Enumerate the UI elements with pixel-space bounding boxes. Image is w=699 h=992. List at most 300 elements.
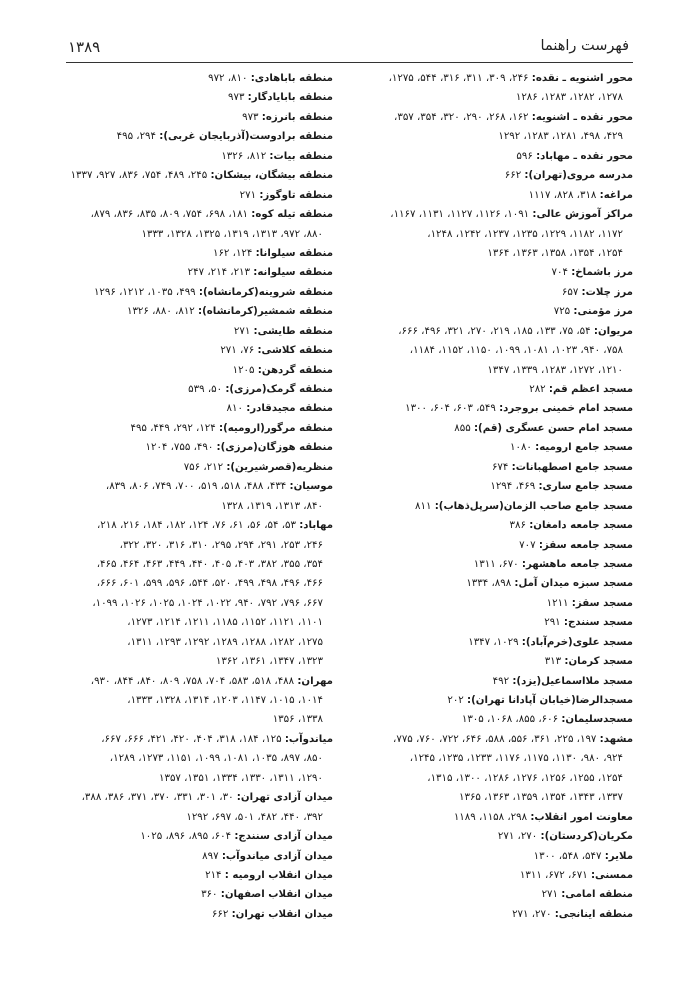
index-entry-pages: ۳۰، ۳۰۱، ۳۳۱، ۳۷۰، ۳۷۱، ۳۸۶، ۳۸۸، — [81, 792, 237, 804]
index-entry-pages: ۸۹۷ — [202, 850, 222, 862]
index-entry-line — [31, 516, 333, 535]
index-entry-pages: ۱۰۹۱، ۱۱۲۶، ۱۱۲۷، ۱۱۳۱، ۱۱۶۷، — [390, 209, 533, 221]
index-entry-line — [31, 847, 333, 866]
index-entry-line — [331, 263, 633, 282]
index-entry-line — [31, 419, 333, 438]
index-entry-term: منطقه برادوست(آذربایجان غربی): — [159, 131, 333, 143]
index-entry-pages: ۲۱۳، ۲۱۴، ۲۴۷ — [187, 267, 254, 279]
index-entry — [331, 730, 633, 808]
index-entry-term: مسجد جامعه سقز: — [538, 539, 633, 551]
index-entry-pages: ۱۲۹۰، ۱۳۱۱، ۱۳۳۰، ۱۳۳۴، ۱۳۵۱، ۱۳۵۷ — [159, 772, 323, 784]
index-entry-pages: ۲۱۲، ۷۵۶ — [183, 461, 227, 473]
index-entry-line — [331, 710, 633, 729]
index-entry — [331, 419, 633, 438]
index-entry-pages: ۳۶۰ — [201, 889, 221, 901]
index-entry — [31, 847, 333, 866]
index-entry — [31, 147, 333, 166]
index-entry-line — [31, 885, 333, 904]
index-entry — [331, 574, 633, 593]
index-entry-term: محور اشنویه ـ نقده: — [531, 73, 633, 84]
header-rule — [66, 62, 633, 63]
index-entry-term: میدان انقلاب تهران: — [231, 908, 333, 920]
index-entry — [331, 847, 633, 866]
index-entry-line — [31, 788, 333, 807]
index-entry-line — [331, 166, 633, 185]
index-entry-pages: ۱۲۱۰، ۱۲۷۲، ۱۲۸۳، ۱۳۳۹، ۱۳۴۷ — [487, 364, 623, 376]
index-entry-continuation — [331, 225, 633, 244]
index-entry-term: منطقه بابایادگار: — [247, 92, 333, 104]
index-entry-term: مراغه: — [599, 189, 633, 201]
index-entry-term: مسجد سبزه میدان آمل: — [514, 578, 633, 590]
index-entry-term: مهاباد: — [299, 520, 333, 532]
index-entry-pages: ۴۶۹، ۱۲۹۴ — [490, 481, 539, 493]
index-entry — [31, 380, 333, 399]
index-entry-pages: ۲۷۱ — [233, 325, 254, 337]
index-entry-term: مرز باشماخ: — [571, 267, 633, 279]
index-entry-continuation — [31, 555, 333, 574]
index-entry-pages: ۱۹۷، ۲۲۵، ۳۶۱، ۵۵۶، ۵۸۸، ۶۴۶، ۷۲۲، ۷۶۰، ۷۷۵، — [393, 733, 600, 745]
index-entry-pages: ۱۰۲۹، ۱۳۴۷ — [468, 636, 522, 648]
index-entry-continuation — [31, 225, 333, 244]
index-entry-pages: ۲۹۴، ۴۹۵ — [116, 131, 160, 143]
index-entry-continuation — [331, 361, 633, 380]
index-entry-pages: ۸۵۵ — [454, 422, 474, 434]
index-entry-pages: ۸۹۸، ۱۳۳۴ — [466, 578, 515, 590]
index-entry-term: منطقه گرمک(مرزی): — [225, 384, 333, 395]
index-entry-line — [331, 613, 633, 632]
index-entry-pages: ۱۲۰۵ — [232, 364, 258, 376]
index-entry-pages: ۸۱۲، ۱۳۲۶ — [221, 150, 270, 162]
index-entry — [331, 322, 633, 380]
index-entry — [31, 127, 333, 146]
index-entry-pages: ۶۶۲ — [504, 170, 525, 182]
index-entry-pages: ۲۴۶، ۲۵۳، ۲۹۱، ۲۹۴، ۲۹۵، ۳۱۰، ۳۱۶، ۳۲۰، ۳۲۲، — [119, 539, 323, 551]
index-entry-pages: ۵۴، ۷۵، ۱۳۳، ۱۸۵، ۲۱۹، ۲۷۰، ۳۲۱، ۴۹۶، ۶۶۶، — [398, 325, 594, 337]
index-entry-term: موسیان: — [289, 481, 333, 493]
index-entry-term: مسجد ملااسماعیل(یزد): — [512, 675, 633, 687]
index-entry — [31, 438, 333, 457]
index-entry — [31, 866, 333, 885]
index-entry-line — [331, 730, 633, 749]
index-entry — [31, 905, 333, 924]
index-entry — [331, 458, 633, 477]
index-entry — [331, 166, 633, 185]
index-entry-line — [331, 69, 633, 88]
index-entry-pages: ۳۱۳ — [544, 656, 565, 668]
index-entry-term: منطقه هوزگان(مرزی): — [216, 442, 333, 454]
index-entry-term: مسجد جامعه دامغان: — [529, 520, 633, 532]
index-entry-pages: ۴۹۰، ۷۵۵، ۱۲۰۴ — [145, 442, 217, 454]
index-entry — [331, 399, 633, 418]
index-entry — [331, 885, 633, 904]
index-entry-pages: ۶۵۷ — [561, 286, 582, 298]
index-entry-line — [331, 419, 633, 438]
index-entry-term: مسجد کرمان: — [564, 656, 633, 668]
index-entry-line — [31, 263, 333, 282]
index-entry — [31, 788, 333, 827]
index-entry — [331, 905, 633, 924]
index-entry-line — [31, 147, 333, 166]
index-entry-term: معاونت امور انقلاب: — [530, 811, 633, 823]
index-entry-pages: ۷۰۷ — [519, 539, 539, 551]
index-entry-pages: ۷۵۸، ۹۴۰، ۱۰۲۳، ۱۰۸۱، ۱۰۹۹، ۱۱۵۰، ۱۱۵۲، ۱۱۸۴، — [409, 345, 623, 357]
index-entry — [331, 808, 633, 827]
index-entry-line — [31, 672, 333, 691]
index-entry-line — [331, 555, 633, 574]
index-entry-pages: ۱۰۸۰ — [510, 442, 536, 454]
index-entry-term: منطقه باباهادی: — [250, 73, 333, 84]
index-entry — [331, 263, 633, 282]
index-entry — [31, 361, 333, 380]
index-entry-line — [331, 108, 633, 127]
index-entry-pages: ۱۳۲۳، ۱۳۴۷، ۱۳۶۱، ۱۳۶۲ — [215, 656, 323, 668]
index-entry — [31, 730, 333, 788]
index-entry-term: محور نقده ـ اشنویه: — [531, 111, 633, 123]
index-entry-pages: ۱۲۵۴، ۱۳۵۴، ۱۳۵۸، ۱۳۶۳، ۱۳۶۴ — [487, 247, 623, 259]
index-entry — [31, 88, 333, 107]
index-entry — [331, 613, 633, 632]
index-entry — [31, 283, 333, 302]
index-entry-line — [331, 302, 633, 321]
index-column-left — [31, 69, 333, 924]
index-entry-line — [31, 244, 333, 263]
index-entry-term: مکریان(کردستان): — [540, 831, 633, 843]
index-entry-term: منطقه سیلوانا: — [255, 247, 333, 259]
index-entry-pages: ۲۴۵، ۴۸۹، ۷۵۴، ۸۳۶، ۹۲۷، ۱۳۳۷ — [70, 170, 211, 182]
index-entry-term: مسجدسلیمان: — [561, 714, 633, 726]
index-entry — [331, 652, 633, 671]
index-entry-term: میدان آزادی میاندوآب: — [221, 850, 333, 862]
index-entry-line — [331, 380, 633, 399]
index-entry-pages: ۲۰۲ — [447, 695, 468, 706]
index-entry-line — [31, 341, 333, 360]
index-entry-pages: ۱۳۳۸، ۱۳۵۶ — [272, 714, 323, 726]
index-entry-line — [331, 205, 633, 224]
index-entry-line — [31, 108, 333, 127]
index-entry-pages: ۲۷۰، ۲۷۱ — [497, 831, 541, 843]
index-entry — [31, 244, 333, 263]
index-entry-pages: ۴۹۹، ۱۰۳۵، ۱۲۱۲، ۱۲۹۶ — [93, 286, 199, 298]
index-entry-pages: ۵۰، ۵۳۹ — [188, 384, 226, 395]
index-entry — [331, 477, 633, 496]
index-entry-term: مریوان: — [593, 325, 633, 337]
index-entry-line — [331, 516, 633, 535]
index-entry-term: میدان آزادی تهران: — [236, 792, 333, 804]
index-entry-continuation — [331, 127, 633, 146]
index-entry-term: مسجد امام حسن عسگری (قم): — [473, 422, 633, 434]
index-entry — [331, 438, 633, 457]
index-entry-continuation — [31, 574, 333, 593]
index-entry-term: مسجد جامع اصطهبانات: — [511, 461, 633, 473]
index-entry-line — [31, 905, 333, 924]
index-entry-pages: ۲۱۴ — [205, 869, 225, 881]
index-entry-line — [31, 127, 333, 146]
index-entry-term: مدرسه مروی(تهران): — [524, 170, 633, 182]
index-entry — [331, 710, 633, 729]
index-entry-pages: ۸۱۲، ۸۸۰، ۱۳۲۶ — [126, 306, 199, 318]
index-entry-pages: ۶۷۴ — [491, 461, 512, 473]
index-entry-term: منطقه شروینه(کرمانشاه): — [198, 286, 333, 298]
index-entry-pages: ۱۲۷۸، ۱۲۸۲، ۱۲۸۳، ۱۲۸۶ — [515, 92, 623, 104]
index-entry — [331, 69, 633, 108]
index-entry-line — [31, 88, 333, 107]
index-entry-term: مهران: — [297, 675, 333, 687]
index-entry-line — [31, 399, 333, 418]
index-entry — [331, 186, 633, 205]
index-entry-line — [331, 594, 633, 613]
index-entry-pages: ۱۱۰۱، ۱۱۲۱، ۱۱۵۲، ۱۱۸۵، ۱۲۱۱، ۱۲۱۴، ۱۲۷۳، — [127, 617, 323, 629]
index-entry-pages: ۶۰۶، ۸۵۵، ۱۰۶۸، ۱۳۰۵ — [461, 714, 562, 726]
index-entry-term: مسجد جامع صاحب الزمان(سرپل‌ذهاب): — [434, 500, 633, 512]
index-entry-pages: ۵۳، ۵۴، ۵۶، ۶۱، ۷۶، ۱۲۴، ۱۸۲، ۱۸۴، ۲۱۶، ۲۱۸، — [96, 520, 300, 532]
index-entry-pages: ۱۸۱، ۶۹۸، ۷۵۴، ۸۰۹، ۸۳۵، ۸۳۶، ۸۷۹، — [90, 209, 252, 221]
index-entry — [31, 399, 333, 418]
index-entry-pages: ۲۸۲ — [529, 384, 549, 395]
index-entry-line — [331, 574, 633, 593]
index-entry — [31, 477, 333, 516]
index-entry — [331, 302, 633, 321]
index-entry-term: میاندوآب: — [284, 733, 333, 745]
index-entry-term: مسجدالرضا(خیابان آپادانا تهران): — [467, 695, 633, 706]
index-entry-line — [331, 536, 633, 555]
index-entry-line — [31, 380, 333, 399]
index-entry — [331, 691, 633, 710]
index-entry-line — [331, 808, 633, 827]
index-entry-pages: ۴۹۲ — [492, 675, 513, 687]
index-column-right — [331, 69, 633, 924]
index-entry-continuation — [331, 769, 633, 788]
index-entry-term: منطقه بیات: — [269, 150, 333, 162]
index-entry-pages: ۴۳۴، ۴۸۸، ۵۱۸، ۵۱۹، ۷۰۰، ۷۴۹، ۸۰۶، ۸۳۹، — [105, 481, 290, 493]
index-entry-term: منطقه بیشگان، بیشکان: — [210, 170, 333, 182]
index-entry — [331, 866, 633, 885]
index-entry-pages: ۳۸۶ — [509, 520, 530, 532]
index-entry — [31, 458, 333, 477]
index-entry-line — [331, 438, 633, 457]
index-entry — [31, 827, 333, 846]
index-entry-line — [31, 283, 333, 302]
index-entry-continuation — [331, 749, 633, 768]
index-entry-term: منطقه اینانجی: — [554, 908, 633, 920]
index-entry-pages: ۷۶، ۲۷۱ — [220, 345, 258, 357]
index-entry — [31, 341, 333, 360]
index-entry-term: مراکز آموزش عالی: — [532, 209, 633, 221]
index-entry-line — [31, 730, 333, 749]
index-entry-pages: ۷۲۵ — [553, 306, 574, 318]
index-entry-line — [331, 633, 633, 652]
index-entry-term: منطقه تیله کوه: — [251, 209, 333, 221]
index-entry-pages: ۶۶۷، ۷۹۶، ۷۹۲، ۹۴۰، ۱۰۲۲، ۱۰۲۴، ۱۰۲۵، ۱۰۲۶، ۱۰۹۹، — [92, 597, 323, 609]
index-entry-term: مسجد جامع ساری: — [538, 481, 633, 493]
index-entry-pages: ۴۲۹، ۴۹۸، ۱۲۸۱، ۱۲۸۳، ۱۲۹۲ — [498, 131, 623, 143]
index-entry — [31, 263, 333, 282]
index-entry-pages: ۳۵۴، ۳۵۵، ۳۸۲، ۴۰۳، ۴۰۵، ۴۴۰، ۴۴۹، ۴۶۳، ۴۶۴، ۴۶۵، — [96, 558, 323, 570]
index-entry-line — [31, 69, 333, 88]
index-entry-term: منطقه طایشی: — [253, 325, 333, 337]
index-entry-pages: ۲۷۱ — [239, 189, 260, 201]
index-entry-pages: ۵۴۹، ۶۰۳، ۶۰۴، ۱۳۰۰ — [405, 403, 500, 415]
index-entry — [331, 827, 633, 846]
index-entry-term: منطقه امامی: — [561, 889, 633, 901]
index-entry-continuation — [31, 652, 333, 671]
index-entry-pages: ۱۲۵، ۱۸۴، ۳۱۸، ۴۰۴، ۴۲۰، ۴۲۱، ۶۶۶، ۶۶۷، — [101, 733, 285, 745]
index-entry-pages: ۸۵۰، ۸۹۷، ۱۰۳۵، ۱۰۸۱، ۱۰۹۹، ۱۱۵۱، ۱۲۷۳، ۱۲۸۹، — [109, 753, 323, 765]
index-entry-pages: ۶۷۰، ۱۳۱۱ — [473, 558, 522, 570]
index-entry-continuation — [31, 613, 333, 632]
index-entry-term: میدان انقلاب ارومیه : — [224, 869, 333, 881]
index-entry-term: منطقه بانرزه: — [261, 111, 333, 123]
index-entry-line — [331, 905, 633, 924]
index-entry-pages: ۶۶۲ — [211, 908, 232, 920]
index-entry-line — [331, 827, 633, 846]
index-entry-line — [31, 361, 333, 380]
index-entry-line — [331, 186, 633, 205]
index-entry — [331, 283, 633, 302]
index-entry — [31, 205, 333, 244]
index-entry-line — [331, 322, 633, 341]
index-entry — [331, 108, 633, 147]
index-entry-pages: ۳۹۲، ۴۴۰، ۴۸۲، ۵۰۱، ۶۹۷، ۱۲۹۲ — [186, 811, 323, 823]
index-entry-line — [331, 399, 633, 418]
index-entry — [31, 516, 333, 672]
index-entry-pages: ۶۷۱، ۶۷۲، ۱۳۱۱ — [519, 869, 591, 881]
index-entry-line — [331, 497, 633, 516]
index-entry — [331, 633, 633, 652]
index-entry — [31, 69, 333, 88]
index-entry-line — [31, 186, 333, 205]
index-entry-term: مسجد جامعه ماهشهر: — [521, 558, 633, 570]
index-entry-pages: ۱۰۱۴، ۱۰۱۵، ۱۱۴۷، ۱۲۰۳، ۱۳۱۴، ۱۳۲۸، ۱۳۳۳، — [127, 695, 323, 706]
index-entry — [31, 108, 333, 127]
index-entry-pages: ۱۲۵۴، ۱۲۵۵، ۱۲۵۶، ۱۲۷۶، ۱۲۸۶، ۱۳۰۰، ۱۳۱۵، — [427, 772, 623, 784]
index-entry — [331, 672, 633, 691]
index-entry-term: مرز مؤمنی: — [573, 306, 633, 318]
index-entry-line — [331, 477, 633, 496]
index-entry-term: ممسنی: — [590, 869, 633, 881]
running-header-title: فهرست راهنما — [540, 38, 629, 54]
index-entry-pages: ۱۲۴، ۱۶۲ — [212, 247, 256, 259]
index-entry-continuation — [31, 808, 333, 827]
index-entry-continuation — [31, 749, 333, 768]
index-entry-term: محور نقده ـ مهاباد: — [536, 150, 633, 162]
index-entry-line — [331, 672, 633, 691]
index-entry-term: منطقه تاوگوز: — [259, 189, 333, 201]
index-entry-line — [331, 691, 633, 710]
index-entry-pages: ۸۴۰، ۱۳۱۳، ۱۳۱۹، ۱۳۲۸ — [221, 500, 323, 512]
index-entry-term: منطقه مجیدقادر: — [246, 403, 333, 415]
index-entry-term: مسجد سقز: — [571, 597, 633, 609]
index-entry-line — [31, 458, 333, 477]
index-entry-pages: ۸۱۰، ۹۷۲ — [208, 73, 251, 84]
index-entry-line — [31, 438, 333, 457]
index-entry-term: مسجد علوی(خرم‌آباد): — [521, 636, 633, 648]
index-entry-pages: ۷۰۴ — [551, 267, 572, 279]
index-entry-term: منطقه مرگور(ارومیه): — [219, 422, 333, 434]
index-entry-line — [31, 205, 333, 224]
index-entry-line — [31, 322, 333, 341]
index-entry-pages: ۵۴۷، ۵۴۸، ۱۳۰۰ — [533, 850, 605, 862]
index-entry-pages: ۲۴۶، ۳۰۹، ۳۱۱، ۳۱۶، ۵۴۴، ۱۲۷۵، — [388, 73, 532, 84]
index-entry-term: میدان آزادی سنندج: — [234, 831, 333, 843]
index-entry-line — [31, 302, 333, 321]
index-entry-term: منظریه(قصرشیرین): — [226, 461, 333, 473]
index-entry — [31, 302, 333, 321]
index-entry-continuation — [331, 244, 633, 263]
index-entry-pages: ۸۸۰، ۹۷۲، ۱۳۱۳، ۱۳۱۹، ۱۳۲۵، ۱۳۲۸، ۱۳۳۳ — [141, 228, 323, 240]
page-number: ۱۳۸۹ — [68, 38, 101, 56]
index-entry-term: منطقه شمشیر(کرمانشاه): — [198, 306, 333, 318]
index-entry-pages: ۹۷۳ — [228, 92, 248, 104]
index-entry-continuation — [31, 536, 333, 555]
index-entry-pages: ۱۱۷۲، ۱۱۸۲، ۱۲۲۹، ۱۲۳۵، ۱۲۳۷، ۱۲۴۲، ۱۲۴۸، — [427, 228, 623, 240]
index-entry-line — [31, 866, 333, 885]
index-entry — [331, 497, 633, 516]
index-entry-line — [331, 885, 633, 904]
index-entry-line — [31, 166, 333, 185]
index-entry — [31, 166, 333, 185]
index-entry-term: منطقه سیلوانه: — [253, 267, 333, 279]
index-entry-pages: ۸۱۰ — [226, 403, 247, 415]
index-entry — [31, 672, 333, 730]
index-entry-line — [331, 652, 633, 671]
index-entry-pages: ۱۳۳۷، ۱۳۴۳، ۱۳۵۴، ۱۳۵۹، ۱۳۶۳، ۱۳۶۵ — [459, 792, 623, 804]
index-entry-pages: ۹۲۴، ۹۸۰، ۱۱۳۰، ۱۱۷۵، ۱۱۷۶، ۱۲۳۳، ۱۲۳۵، ۱۲۴۵، — [409, 753, 623, 765]
index-entry-pages: ۸۱۱ — [415, 500, 435, 512]
index-entry-line — [331, 847, 633, 866]
index-entry-term: مرز چلات: — [581, 286, 633, 298]
index-entry-pages: ۳۱۸، ۸۲۸، ۱۱۱۷ — [528, 189, 600, 201]
index-entry-continuation — [331, 341, 633, 360]
index-entry-continuation — [331, 788, 633, 807]
index-entry-pages: ۲۹۱ — [544, 617, 564, 629]
index-entry — [331, 536, 633, 555]
index-entry-pages: ۱۲۴، ۲۹۲، ۴۴۹، ۴۹۵ — [130, 422, 219, 434]
index-entry-continuation — [31, 497, 333, 516]
index-entry-term: منطقه گردهن: — [257, 364, 333, 376]
index-entry-continuation — [31, 633, 333, 652]
index-entry — [331, 516, 633, 535]
index-entry-term: مسجد جامع ارومیه: — [535, 442, 633, 454]
index-entry-line — [31, 477, 333, 496]
index-entry — [331, 594, 633, 613]
index-entry-pages: ۲۹۸، ۱۱۵۸، ۱۱۸۹ — [453, 811, 531, 823]
index-entry — [31, 885, 333, 904]
index-entry-pages: ۲۷۱ — [541, 889, 562, 901]
index-entry — [331, 205, 633, 263]
index-entry — [331, 147, 633, 166]
index-entry-pages: ۴۸۸، ۵۱۸، ۵۸۳، ۷۰۴، ۷۵۸، ۸۰۹، ۸۴۰، ۸۴۴، ۹۳۰، — [90, 675, 298, 687]
index-entry-line — [331, 147, 633, 166]
index-entry-pages: ۱۲۷۵، ۱۲۸۲، ۱۲۸۸، ۱۲۸۹، ۱۲۹۲، ۱۲۹۳، ۱۳۱۱، — [127, 636, 323, 648]
index-entry-pages: ۱۲۱۱ — [546, 597, 572, 609]
index-entry-term: مسجد اعظم قم: — [548, 384, 633, 395]
index-entry-pages: ۵۹۶ — [516, 150, 537, 162]
index-entry — [31, 419, 333, 438]
index-entry-line — [331, 866, 633, 885]
index-entry-pages: ۱۶۲، ۲۶۸، ۲۹۰، ۳۲۰، ۳۵۴، ۳۵۷، — [394, 111, 532, 123]
index-entry-line — [331, 283, 633, 302]
index-entry — [331, 380, 633, 399]
index-entry-pages: ۶۰۴، ۸۹۵، ۸۹۶، ۱۰۲۵ — [140, 831, 235, 843]
index-entry-term: ملایر: — [604, 850, 633, 862]
index-entry-continuation — [331, 88, 633, 107]
index-entry-continuation — [31, 691, 333, 710]
index-entry-pages: ۹۷۳ — [242, 111, 262, 123]
index-entry — [31, 322, 333, 341]
index-entry-line — [331, 458, 633, 477]
index-entry — [31, 186, 333, 205]
index-entry-term: میدان انقلاب اصفهان: — [220, 889, 333, 901]
